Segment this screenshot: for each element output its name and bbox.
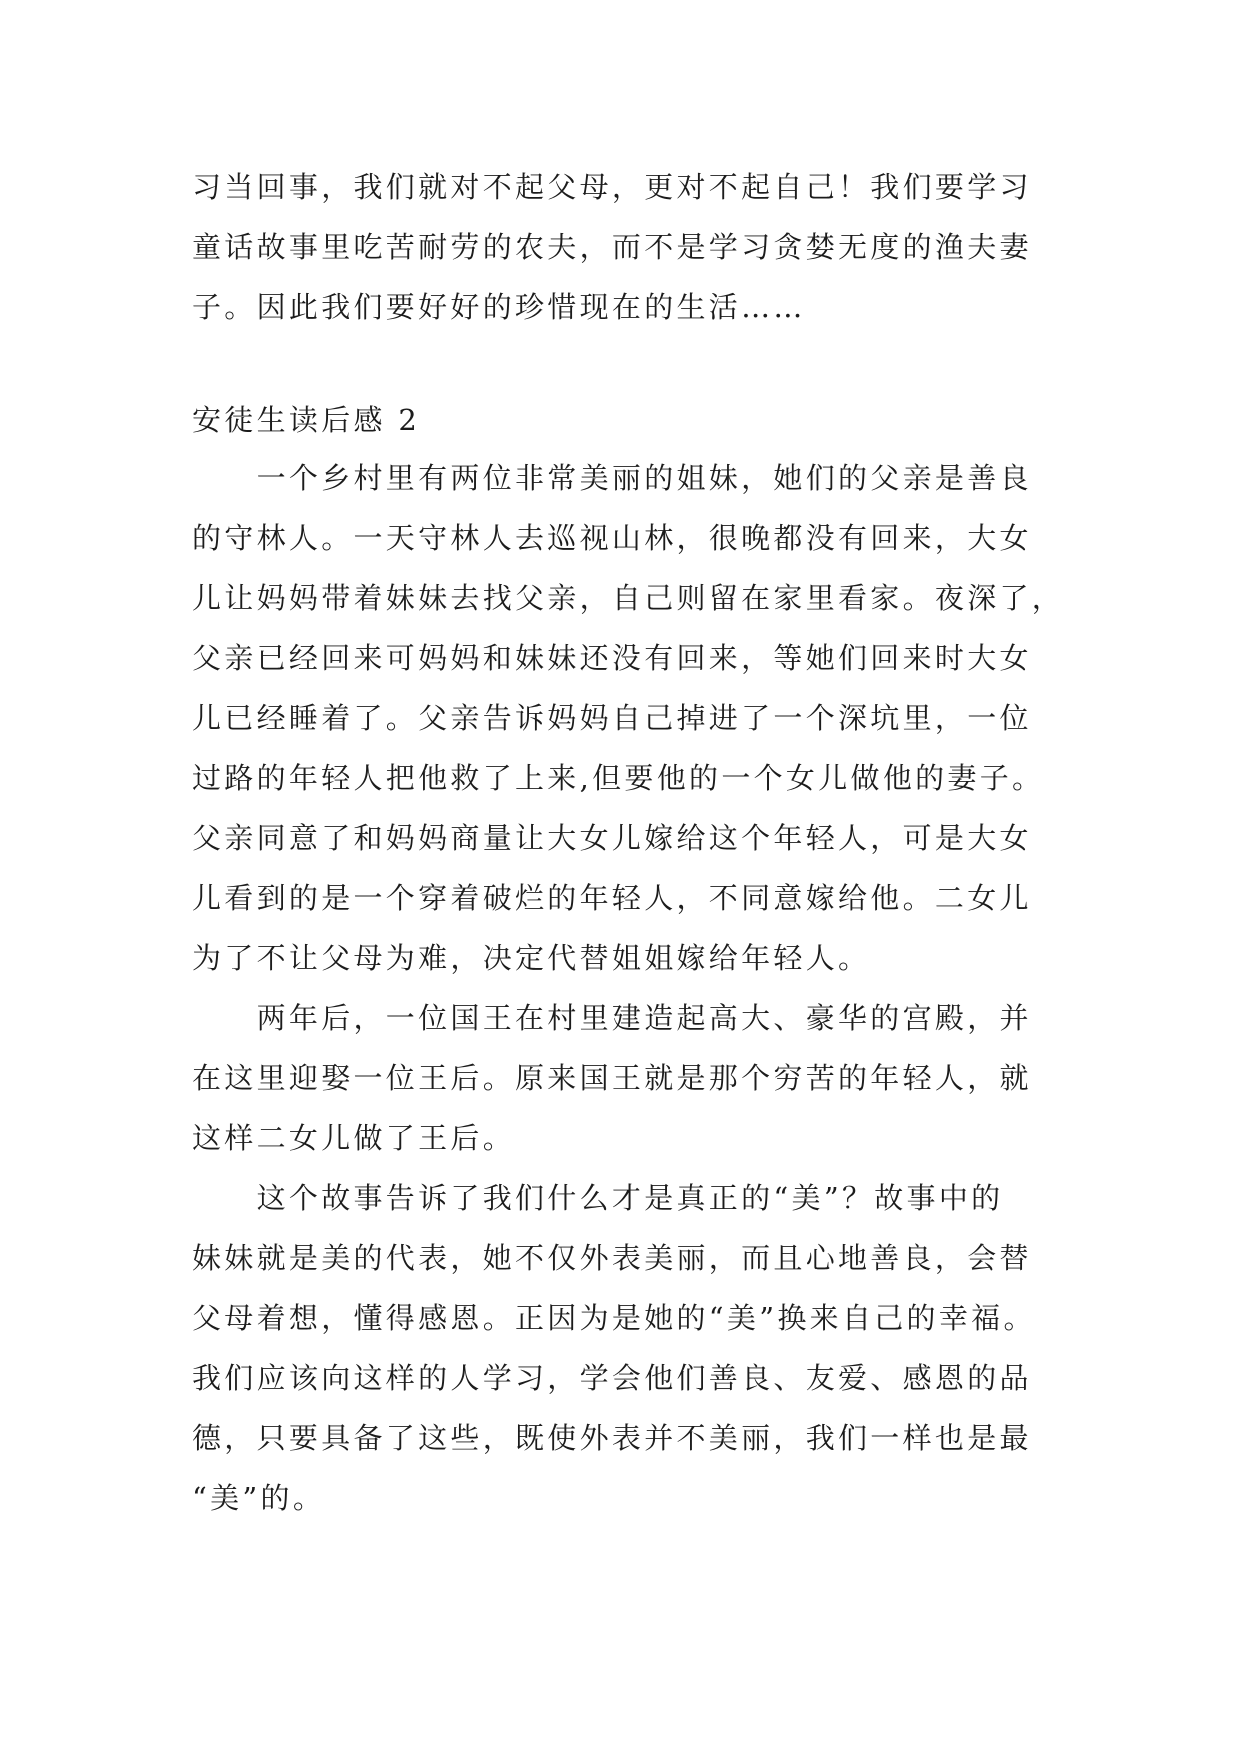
text-line: 为了不让父母为难，决定代替姐姐嫁给年轻人。	[192, 941, 871, 975]
text-line: “美”的。	[192, 1481, 326, 1515]
text-line: 儿看到的是一个穿着破烂的年轻人，不同意嫁给他。二女儿	[192, 881, 1032, 915]
text-line: 妹妹就是美的代表，她不仅外表美丽，而且心地善良，会替	[192, 1241, 1032, 1275]
text-line: 子。因此我们要好好的珍惜现在的生活……	[192, 290, 806, 324]
text-line: 过路的年轻人把他救了上来,但要他的一个女儿做他的妻子。	[192, 761, 1045, 795]
text-line: 一个乡村里有两位非常美丽的姐妹，她们的父亲是善良	[192, 461, 1032, 495]
text-line: 的守林人。一天守林人去巡视山林，很晚都没有回来，大女	[192, 521, 1032, 555]
text-line: 这个故事告诉了我们什么才是真正的“美”？故事中的	[192, 1181, 1004, 1215]
text-line: 儿让妈妈带着妹妹去找父亲，自己则留在家里看家。夜深了，	[192, 581, 1065, 615]
text-line: 在这里迎娶一位王后。原来国王就是那个穷苦的年轻人，就	[192, 1061, 1032, 1095]
text-line: 父亲已经回来可妈妈和妹妹还没有回来，等她们回来时大女	[192, 641, 1032, 675]
text-line: 我们应该向这样的人学习，学会他们善良、友爱、感恩的品	[192, 1361, 1032, 1395]
essay-heading-block	[192, 390, 1052, 450]
text-line: 童话故事里吃苦耐劳的农夫，而不是学习贪婪无度的渔夫妻	[192, 230, 1032, 264]
essay-body	[192, 448, 1065, 1528]
text-line: 父母着想，懂得感恩。正因为是她的“美”换来自己的幸福。	[192, 1301, 1036, 1335]
essay-heading: 安徒生读后感 2	[192, 403, 421, 437]
text-line: 儿已经睡着了。父亲告诉妈妈自己掉进了一个深坑里，一位	[192, 701, 1032, 735]
text-line: 德，只要具备了这些，既使外表并不美丽，我们一样也是最	[192, 1421, 1032, 1455]
text-line: 习当回事，我们就对不起父母，更对不起自己！我们要学习	[192, 170, 1032, 204]
previous-essay-ending	[192, 157, 1052, 337]
text-line: 这样二女儿做了王后。	[192, 1121, 516, 1155]
text-line: 两年后，一位国王在村里建造起高大、豪华的宫殿，并	[192, 1001, 1032, 1035]
text-line: 父亲同意了和妈妈商量让大女儿嫁给这个年轻人，可是大女	[192, 821, 1032, 855]
